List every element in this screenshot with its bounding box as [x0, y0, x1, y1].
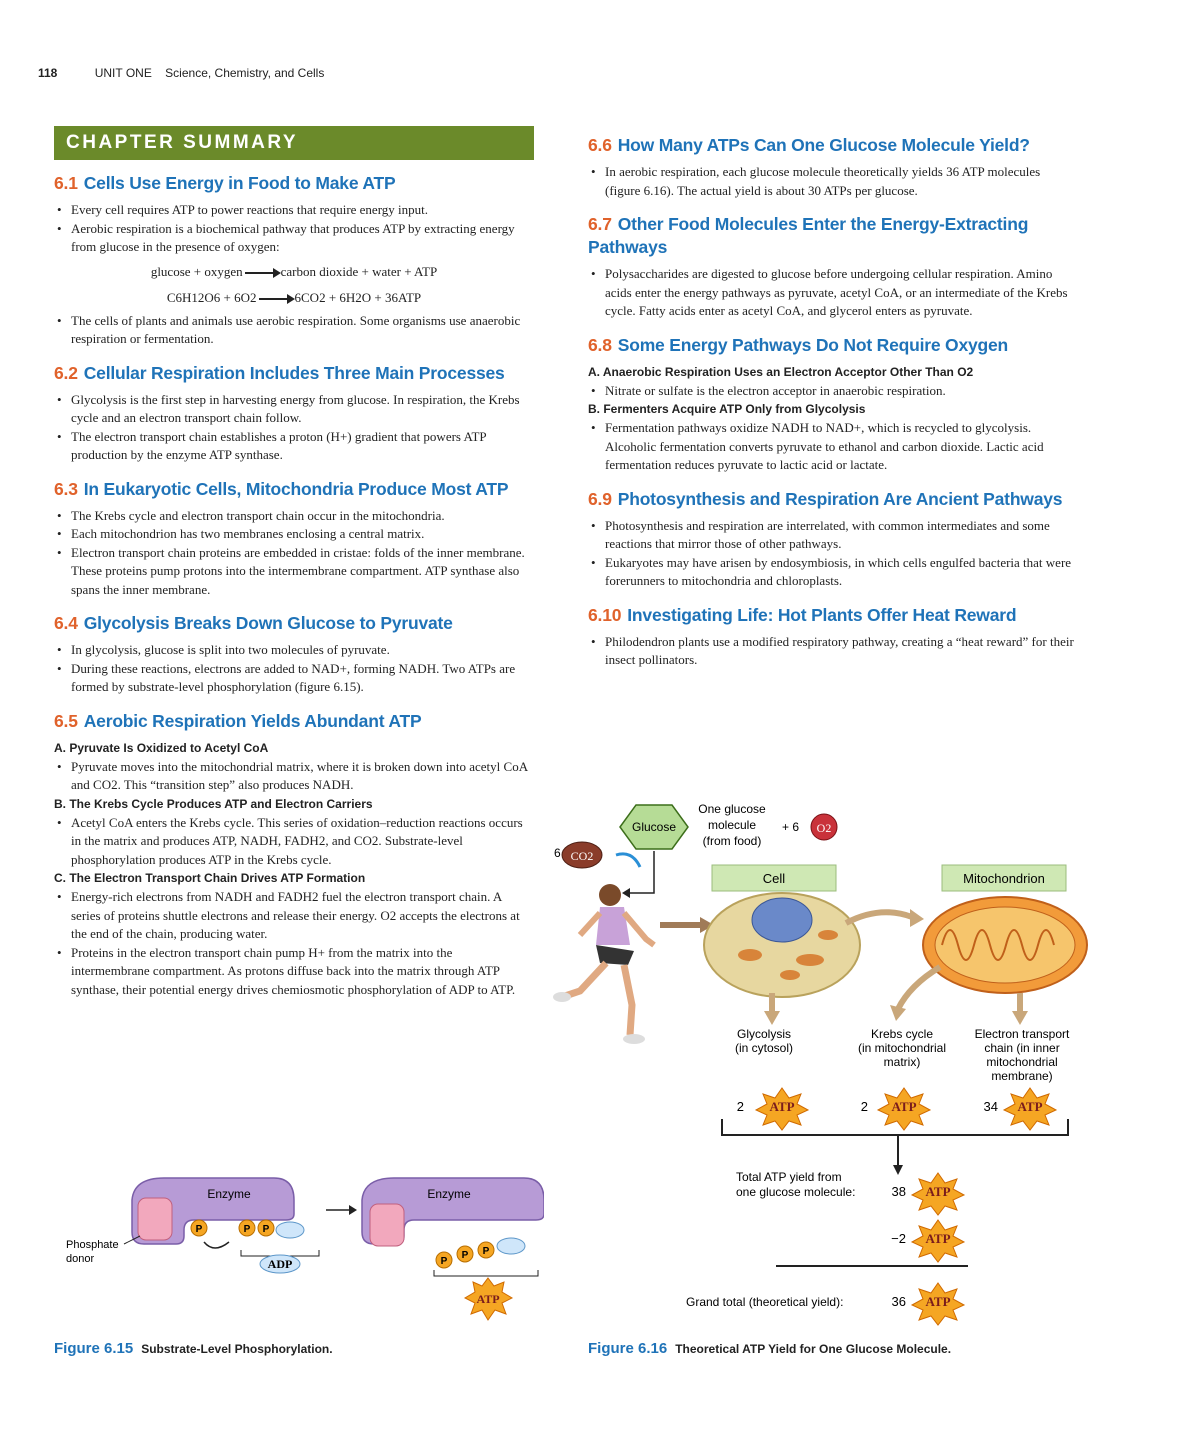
section-heading: 6.5 Aerobic Respiration Yields Abundant ATP — [54, 710, 422, 731]
reaction-arrow — [259, 298, 293, 300]
enzyme-label: Enzyme — [207, 1187, 251, 1201]
subheading: B. The Krebs Cycle Produces ATP and Electron Carriers — [54, 796, 373, 811]
svg-text:2: 2 — [860, 1099, 868, 1114]
svg-text:ATP: ATP — [925, 1231, 951, 1246]
bullet: • The cells of plants and animals use aerobic respiration. Some organisms use anaerobic respiration or fermentation. — [54, 312, 534, 349]
section-6-9 — [588, 488, 1078, 591]
section-6-4 — [54, 612, 534, 697]
svg-text:chain (in inner: chain (in inner — [984, 1041, 1060, 1055]
subheading: A. Pyruvate Is Oxidized to Acetyl CoA — [54, 740, 269, 755]
svg-text:38: 38 — [891, 1184, 906, 1199]
page-number: 118 — [38, 66, 58, 80]
section-heading: 6.6 How Many ATPs Can One Glucose Molecule Yield? — [588, 135, 1030, 155]
svg-text:ATP: ATP — [1017, 1099, 1043, 1114]
bullet: • Photosynthesis and respiration are interrelated, with common intermediates and some reactions that mirror those of other pathways. — [588, 517, 1078, 554]
section-6-2 — [54, 362, 534, 465]
bullet: • Acetyl CoA enters the Krebs cycle. This series of oxidation–reduction reactions occurs in the matrix and produces ATP, NADH, FADH2, and CO2. Substrate-level phosphorylation produces ATP in the Krebs cycle. — [54, 814, 534, 870]
section-heading: 6.2 Cellular Respiration Includes Three Main Processes — [54, 362, 505, 383]
section-6-3 — [54, 478, 534, 600]
svg-text:ATP: ATP — [925, 1184, 951, 1199]
svg-text:2: 2 — [736, 1099, 744, 1114]
bullet: • Glycolysis is the first step in harvesting energy from glucose. In respiration, the Krebs cycle and an electron transport chain follow. — [54, 391, 534, 428]
bullet: • Fermentation pathways oxidize NADH to NAD+, which is recycled to glycolysis. Alcoholic fermentation converts pyruvate to ethanol and carbon dioxide. Lactic acid fermentation reduces pyruvate to lactic acid or lactate. — [588, 419, 1078, 475]
svg-text:(from food): (from food) — [702, 834, 762, 848]
svg-text:Grand total (theoretical yield: Grand total (theoretical yield): — [686, 1295, 844, 1309]
section-6-10 — [588, 604, 1078, 670]
svg-text:one glucose molecule:: one glucose molecule: — [736, 1185, 856, 1199]
section-6-6 — [588, 134, 1078, 200]
bullet: • Energy-rich electrons from NADH and FADH2 fuel the electron transport chain. A series of proteins shuttle electrons and release their energy. O2 accepts the electrons at the end of the chain, producing water. — [54, 888, 534, 944]
arrowhead — [764, 1011, 780, 1025]
bullet: • Electron transport chain proteins are embedded in cristae: folds of the inner membrane. These proteins pump protons into the intermembrane compartment. ATP synthase also spans the inner membrane. — [54, 544, 534, 600]
svg-text:34: 34 — [983, 1099, 998, 1114]
section-heading: 6.1 Cells Use Energy in Food to Make ATP — [54, 173, 396, 193]
runner-illustration — [553, 884, 654, 1044]
svg-text:membrane): membrane) — [991, 1069, 1053, 1083]
svg-text:ATP: ATP — [891, 1099, 917, 1114]
section-heading: 6.3 In Eukaryotic Cells, Mitochondria Produce Most ATP — [54, 478, 509, 499]
bullet: • Polysaccharides are digested to glucose before undergoing cellular respiration. Amino acids enter the energy pathways as pyruvate, acetyl CoA, or an intermediate of the Krebs cycle. Fatty acids enter as acetyl CoA, and glycerol enters as pyruvate. — [588, 265, 1078, 321]
bullet: • The electron transport chain establishes a proton (H+) gradient that powers ATP production by the enzyme ATP synthase. — [54, 428, 534, 465]
svg-text:6: 6 — [554, 846, 561, 860]
svg-text:ATP: ATP — [925, 1294, 951, 1309]
running-header — [38, 66, 324, 80]
arrowhead — [893, 1165, 903, 1175]
svg-text:Phosphate: Phosphate — [66, 1239, 119, 1251]
subheading: B. Fermenters Acquire ATP Only from Glycolysis — [588, 402, 866, 416]
left-column — [54, 126, 534, 1012]
svg-text:P: P — [195, 1224, 203, 1235]
bullet: • Nitrate or sulfate is the electron acceptor in anaerobic respiration. — [588, 382, 1078, 401]
arrowhead — [910, 909, 924, 927]
flow-arrow — [898, 967, 940, 1009]
subheading: C. The Electron Transport Chain Drives ATP Formation — [54, 871, 366, 885]
mitochondrion-illustration — [923, 897, 1087, 993]
svg-text:Total ATP yield from: Total ATP yield from — [736, 1170, 842, 1184]
bullet: • Every cell requires ATP to power reactions that require energy input. — [54, 201, 534, 220]
enzyme-label: Enzyme — [427, 1187, 471, 1201]
section-heading: 6.8 Some Energy Pathways Do Not Require Oxygen — [588, 334, 1009, 355]
cell-illustration — [704, 893, 860, 997]
svg-text:P: P — [440, 1256, 448, 1267]
section-heading: 6.7 Other Food Molecules Enter the Energy-Extracting Pathways — [588, 214, 1029, 257]
figure-6-16-caption: Figure 6.16 Theoretical ATP Yield for One Glucose Molecule. — [588, 1340, 952, 1357]
svg-text:(in mitochondrial: (in mitochondrial — [857, 1041, 947, 1055]
section-heading: 6.10 Investigating Life: Hot Plants Offer Heat Reward — [588, 604, 1017, 625]
bullet: • During these reactions, electrons are added to NAD+, forming NADH. Two ATPs are formed by substrate-level phosphorylation (figure 6.15). — [54, 660, 534, 697]
co2-release-arrow — [616, 854, 640, 867]
chapter-summary-banner: CHAPTER SUMMARY — [54, 126, 534, 160]
svg-text:One glucose: One glucose — [698, 802, 766, 816]
arrowhead — [890, 1005, 906, 1021]
svg-text:P: P — [461, 1250, 469, 1261]
section-6-5 — [54, 710, 534, 1000]
flow-arrow — [846, 912, 912, 923]
adenosine-shape — [276, 1222, 304, 1238]
right-column — [588, 126, 1078, 683]
reaction-arrow — [245, 272, 279, 274]
svg-text:−2: −2 — [891, 1231, 906, 1246]
svg-text:Cell: Cell — [762, 871, 786, 886]
bullet: • Aerobic respiration is a biochemical pathway that produces ATP by extracting energy from glucose in the presence of oxygen: — [54, 220, 534, 257]
figure-6-15-caption: Figure 6.15 Substrate-Level Phosphorylation. — [54, 1340, 333, 1357]
svg-text:mitochondrial: mitochondrial — [986, 1055, 1058, 1069]
svg-text:ATP: ATP — [476, 1292, 500, 1306]
chemical-equation: C6H12O6 + 6O2 6CO2 + 6H2O + 36ATP — [166, 289, 422, 305]
section-6-8 — [588, 334, 1078, 475]
bullet: • Eukaryotes may have arisen by endosymbiosis, in which cells engulfed bacteria that were forerunners to mitochondria and chloroplasts. — [588, 554, 1078, 591]
bullet: • Proteins in the electron transport chain pump H+ from the matrix into the intermembrane compartment. As protons diffuse back into the matrix through ATP synthase, their potential energy drives chemiosmotic phosphorylation of ADP to ATP. — [54, 944, 534, 1000]
svg-text:ATP: ATP — [769, 1099, 795, 1114]
svg-text:P: P — [243, 1224, 251, 1235]
bullet: • The Krebs cycle and electron transport chain occur in the mitochondria. — [54, 507, 534, 526]
transfer-arrow — [204, 1242, 229, 1248]
svg-text:Glucose: Glucose — [631, 820, 677, 834]
svg-text:36: 36 — [891, 1294, 906, 1309]
svg-text:+ 6: + 6 — [782, 820, 800, 834]
arrowhead — [349, 1205, 357, 1215]
svg-text:molecule: molecule — [707, 818, 757, 832]
svg-text:Electron transport: Electron transport — [974, 1027, 1070, 1041]
word-equation: glucose + oxygen carbon dioxide + water + ATP — [150, 263, 438, 279]
phosphate-donor-shape — [138, 1198, 172, 1240]
svg-text:P: P — [262, 1224, 270, 1235]
section-6-1 — [54, 172, 534, 349]
svg-text:donor: donor — [66, 1253, 95, 1265]
phosphate-donor-shape — [370, 1204, 404, 1246]
section-6-7 — [588, 213, 1078, 321]
adenosine-shape — [497, 1238, 525, 1254]
svg-text:ADP: ADP — [267, 1257, 293, 1271]
svg-text:CO2: CO2 — [570, 849, 594, 863]
svg-text:O2: O2 — [816, 821, 832, 835]
bullet: • In aerobic respiration, each glucose molecule theoretically yields 36 ATP molecules (figure 6.16). The actual yield is about 30 ATPs per glucose. — [588, 163, 1078, 200]
svg-text:Krebs cycle: Krebs cycle — [870, 1027, 934, 1041]
section-heading: 6.4 Glycolysis Breaks Down Glucose to Pyruvate — [54, 613, 453, 633]
svg-text:(in cytosol): (in cytosol) — [734, 1041, 794, 1055]
arrowhead — [1012, 1011, 1028, 1025]
svg-text:Glycolysis: Glycolysis — [736, 1027, 792, 1041]
svg-text:Mitochondrion: Mitochondrion — [963, 871, 1045, 886]
svg-text:P: P — [482, 1246, 490, 1257]
svg-text:matrix): matrix) — [883, 1055, 921, 1069]
bullet: • Philodendron plants use a modified respiratory pathway, creating a “heat reward” for their insect pollinators. — [588, 633, 1078, 670]
subheading: A. Anaerobic Respiration Uses an Electron Acceptor Other Than O2 — [588, 364, 974, 379]
figure-6-15 — [54, 1170, 544, 1330]
bullet: • Pyruvate moves into the mitochondrial matrix, where it is broken down into acetyl CoA and CO2. This “transition step” also produces NADH. — [54, 758, 534, 795]
arrowhead — [622, 888, 630, 898]
unit-title: Science, Chemistry, and Cells — [165, 66, 325, 80]
bullet: • In glycolysis, glucose is split into two molecules of pyruvate. — [54, 641, 534, 660]
unit-label: UNIT ONE — [94, 66, 152, 80]
bracket — [434, 1270, 538, 1276]
bullet: • Each mitochondrion has two membranes enclosing a central matrix. — [54, 525, 534, 544]
figure-6-16 — [550, 795, 1090, 1335]
section-heading: 6.9 Photosynthesis and Respiration Are Ancient Pathways — [588, 488, 1063, 509]
